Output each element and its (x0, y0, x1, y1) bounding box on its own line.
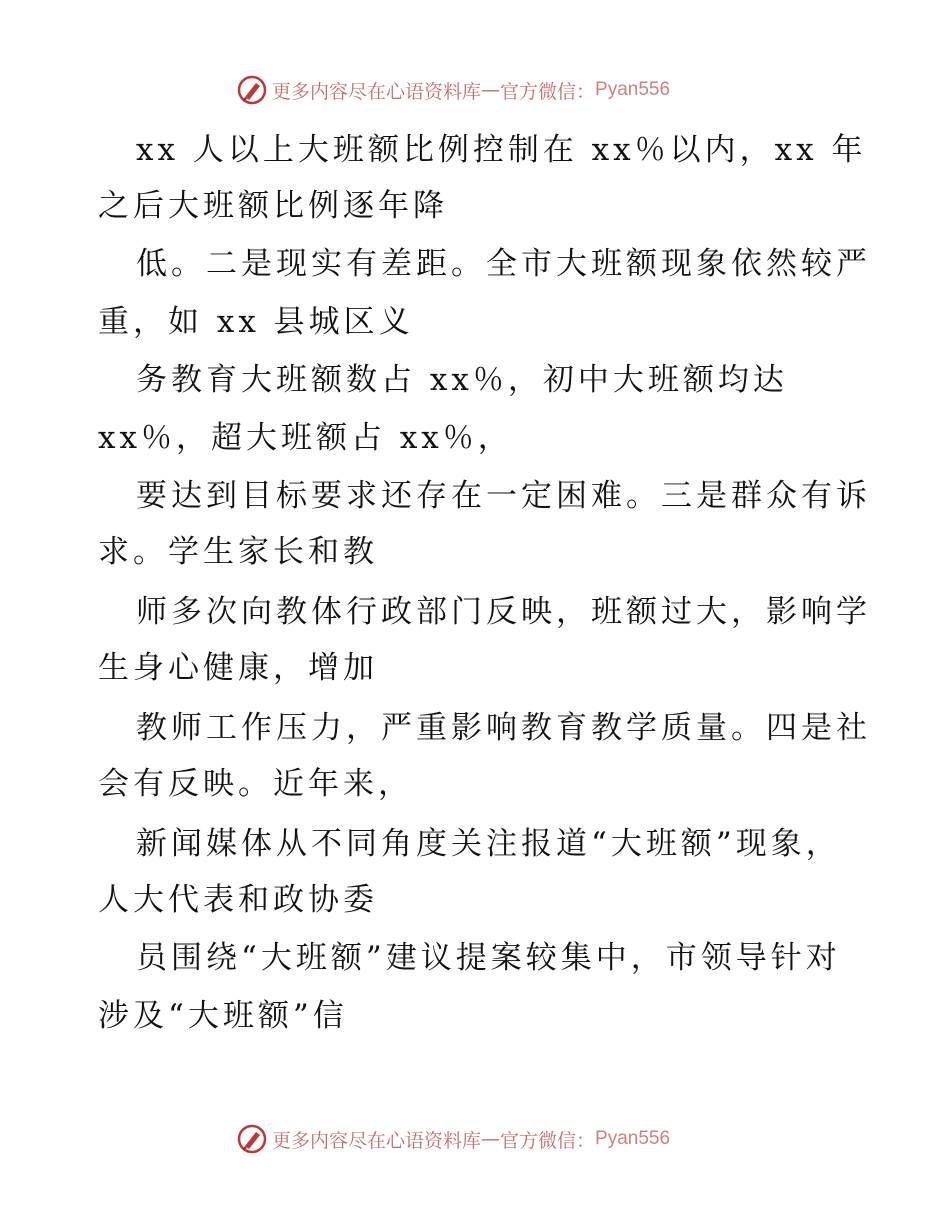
watermark-official: 官方微信： (500, 1129, 596, 1152)
watermark-official: 官方微信： (500, 80, 596, 103)
pen-logo-icon (236, 74, 268, 106)
watermark-dash: — (481, 1128, 501, 1150)
watermark-handle: Pyan556 (595, 79, 671, 100)
text-line: xx 人以上大班额比例控制在 xx％以内，xx 年 (136, 132, 867, 168)
header-watermark (236, 74, 670, 106)
text-line: xx％，超大班额占 xx％， (98, 420, 513, 456)
text-line: 低。二是现实有差距。全市大班额现象依然较严 (136, 246, 871, 282)
text-line: 新闻媒体从不同角度关注报道“大班额”现象， (136, 826, 841, 862)
text-line: 务教育大班额数占 xx％，初中大班额均达 (136, 362, 788, 398)
text-line: 教师工作压力，严重影响教育教学质量。四是社 (136, 710, 871, 746)
text-line: 求。学生家长和教 (98, 534, 378, 570)
pen-logo-icon (236, 1123, 268, 1155)
text-line: 要达到目标要求还存在一定困难。三是群众有诉 (136, 478, 871, 514)
footer-watermark (236, 1123, 670, 1155)
text-line: 生身心健康，增加 (98, 650, 378, 686)
watermark-text: 更多内容尽在心语资料库 (272, 1129, 482, 1152)
text-line: 之后大班额比例逐年降 (98, 188, 448, 224)
text-line: 重，如 xx 县城区义 (98, 304, 414, 340)
text-line: 人大代表和政协委 (98, 882, 378, 918)
text-line: 员围绕“大班额”建议提案较集中，市领导针对 (136, 940, 841, 976)
watermark-dash: — (481, 79, 501, 101)
text-line: 会有反映。近年来， (98, 766, 413, 802)
text-line: 涉及“大班额”信 (98, 998, 348, 1034)
watermark-text: 更多内容尽在心语资料库 (272, 80, 482, 103)
watermark-handle: Pyan556 (595, 1128, 671, 1149)
text-line: 师多次向教体行政部门反映，班额过大，影响学 (136, 594, 871, 630)
